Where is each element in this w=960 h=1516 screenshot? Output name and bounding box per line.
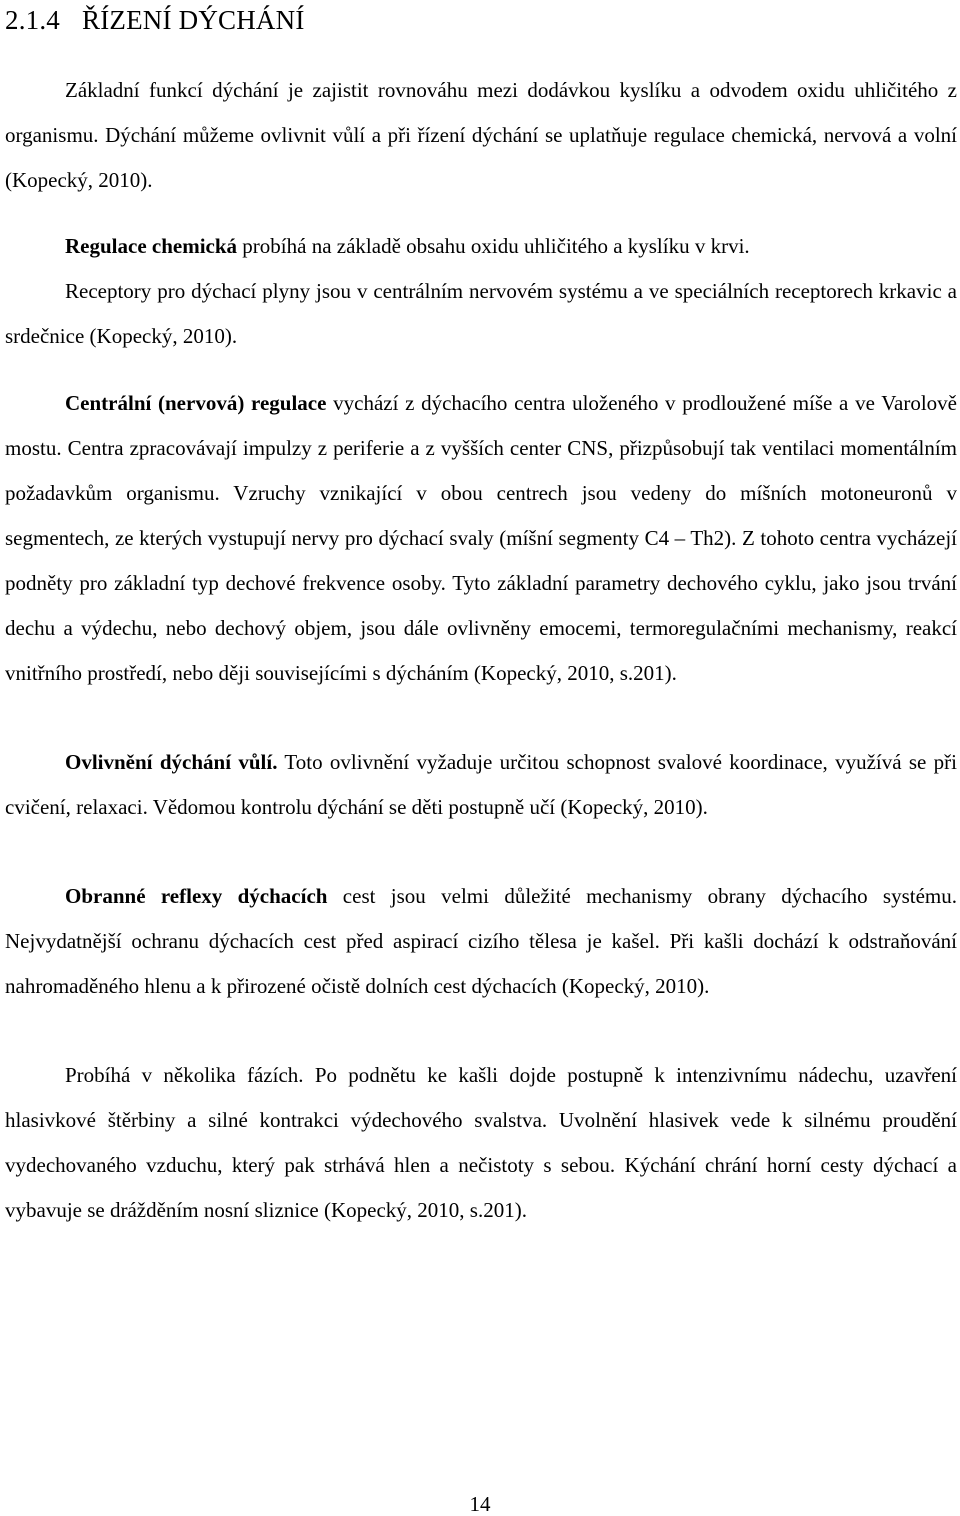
page-number: 14 [469,1492,491,1516]
term-chemical-regulation: Regulace chemická [65,234,238,258]
document-page [5,0,957,1233]
paragraph-central-regulation-text: vychází z dýchacího centra uloženého v prodloužené míše a ve Varolově mostu. Centra zpracovávají impulzy z periferie a z vyšších center CNS, přizpůsobují tak ventilaci momentálním požadavkům organismu. Vzruchy vznikající v obou centrech jsou vedeny do míšních motoneuronů v segmentech, ze kterých vystupují nervy pro dýchací svaly (míšní segmenty C4 – Th2). Z tohoto centra vycházejí podněty pro základní typ dechové frekvence osoby. Tyto základní parametry dechového cyklu, jako jsou trvání dechu a výdechu, nebo dechový objem, jsou dále ovlivněny emocemi, termoregulačními mechanismy, reakcí vnitřního prostředí, nebo ději souvisejícími s dýcháním (Kopecký, 2010, s.201). [5,391,957,685]
section-heading [5,0,957,39]
term-central-regulation: Centrální (nervová) regulace [65,391,327,415]
paragraph-voluntary-control [5,740,957,830]
paragraph-cough-phases: Probíhá v několika fázích. Po podnětu ke kašli dojde postupně k intenzivnímu nádechu, uzavření hlasivkové štěrbiny a silné kontrakci výdechového svalstva. Uvolnění hlasivek vede k silnému proudění vydechovaného vzduchu, který pak strhává hlen a nečistoty s sebou. Kýchání chrání horní cesty dýchací a vybavuje se drážděním nosní sliznice (Kopecký, 2010, s.201). [5,1063,957,1222]
term-voluntary-control: Ovlivnění dýchání vůlí. [65,750,278,774]
paragraph-chemical-regulation [5,224,957,269]
paragraph-chemical-regulation-text: probíhá na základě obsahu oxidu uhličitého a kyslíku v krvi. [237,234,750,258]
section-number: 2.1.4 [5,5,60,35]
term-defensive-reflexes: Obranné reflexy dýchacích [65,884,328,908]
paragraph-receptors: Receptory pro dýchací plyny jsou v centrálním nervovém systému a ve speciálních receptorech krkavic a srdečnice (Kopecký, 2010). [5,279,957,348]
paragraph-central-regulation [5,381,957,696]
paragraph-defensive-reflexes-text: cest jsou velmi důležité mechanismy obrany dýchacího systému. Nejvydatnější ochranu dýchacích cest před aspirací cizího tělesa je kašel. Při kašli dochází k odstraňování nahromaděného hlenu a k přirozené očistě dolních cest dýchacích (Kopecký, 2010). [5,884,957,998]
paragraph-voluntary-control-text: Toto ovlivnění vyžaduje určitou schopnost svalové koordinace, využívá se při cvičení, relaxaci. Vědomou kontrolu dýchání se děti postupně učí (Kopecký, 2010). [5,750,958,819]
paragraph-defensive-reflexes [5,874,957,1009]
paragraph-intro: Základní funkcí dýchání je zajistit rovnováhu mezi dodávkou kyslíku a odvodem oxidu uhličitého z organismu. Dýchání můžeme ovlivnit vůlí a při řízení dýchání se uplatňuje regulace chemická, nervová a volní (Kopecký, 2010). [5,78,957,192]
section-title: ŘÍZENÍ DÝCHÁNÍ [82,5,305,35]
